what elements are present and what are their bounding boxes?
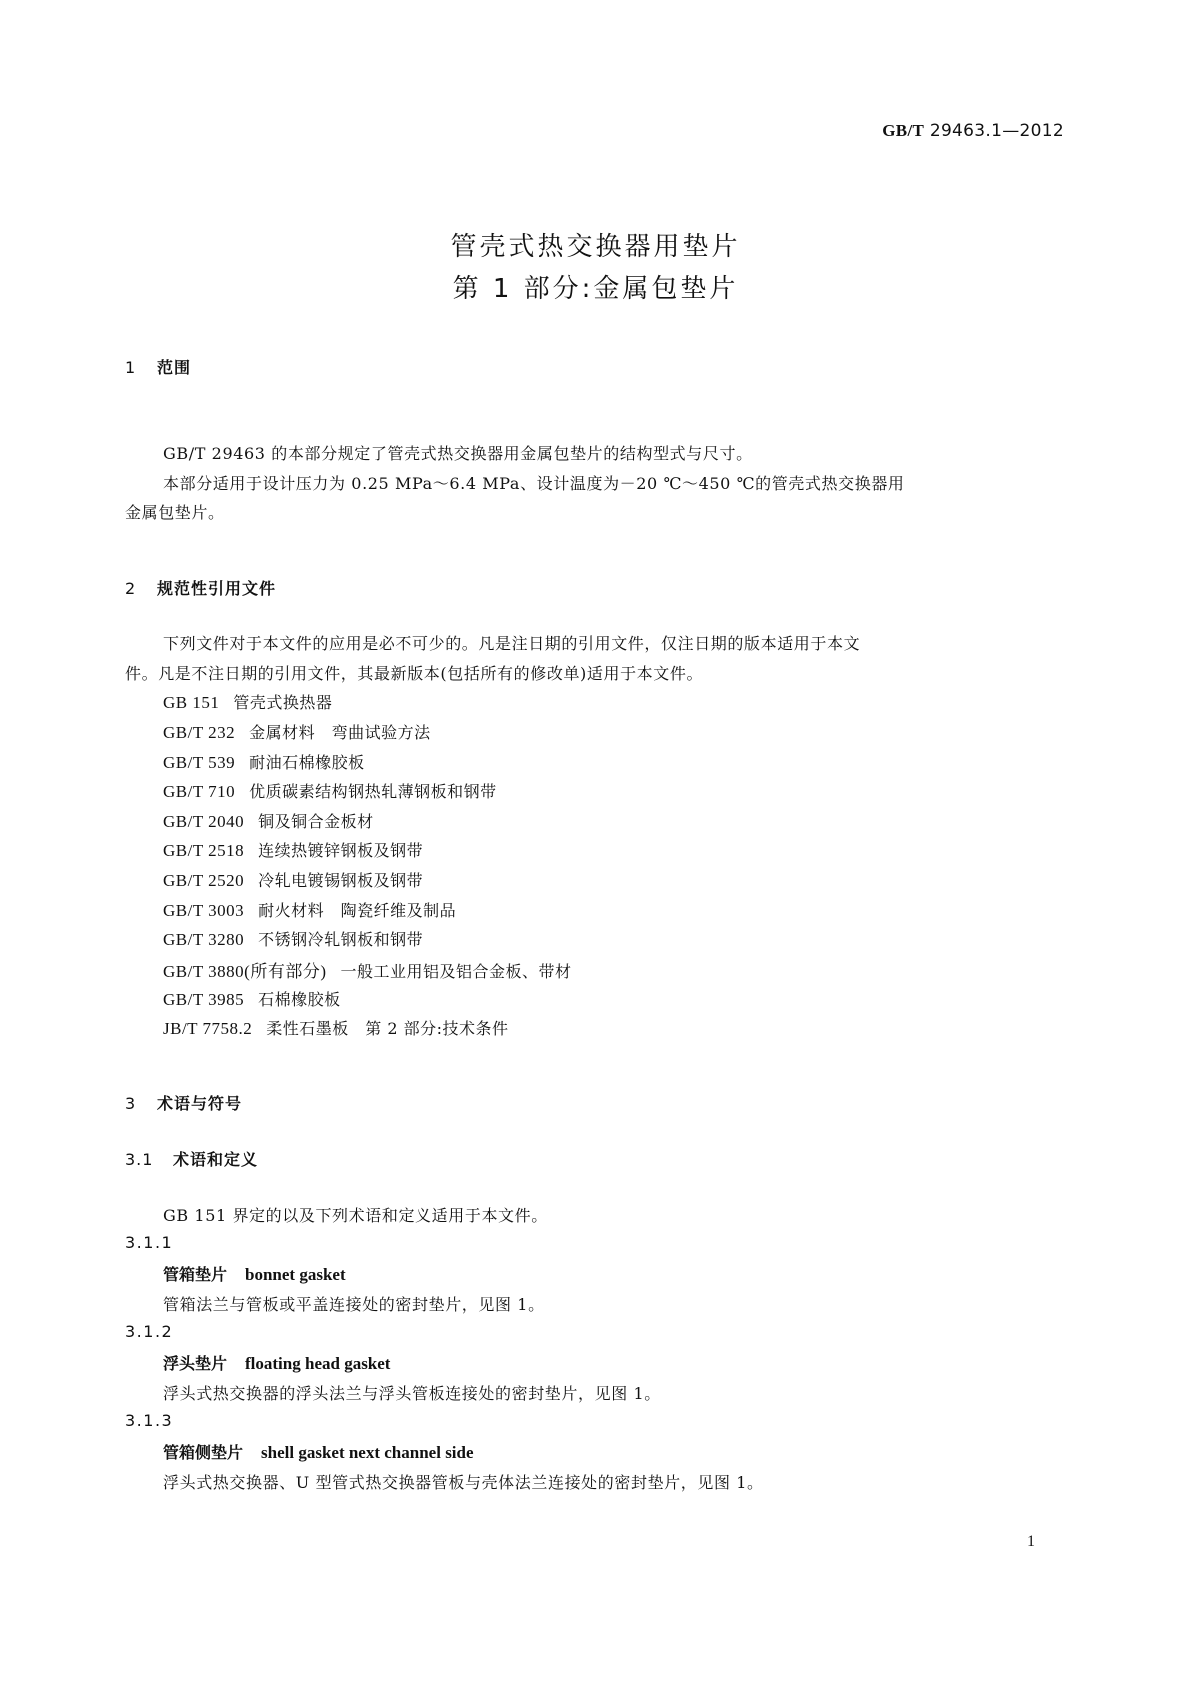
reference-item: GB/T 539 耐油石棉橡胶板 bbox=[163, 753, 365, 772]
scope-paragraph-1: GB/T 29463 的本部分规定了管壳式热交换器用金属包垫片的结构型式与尺寸。 bbox=[163, 444, 753, 463]
standard-number bbox=[882, 121, 1064, 141]
term-number: 3.1.1 bbox=[125, 1233, 174, 1252]
reference-item: GB/T 3280 不锈钢冷轧钢板和钢带 bbox=[163, 930, 424, 949]
scope-paragraph-2-cont: 金属包垫片。 bbox=[125, 503, 225, 522]
section-1-heading: 1 范围 bbox=[125, 358, 192, 377]
term-definition: 浮头式热交换器、U 型管式热交换器管板与壳体法兰连接处的密封垫片，见图 1。 bbox=[163, 1473, 764, 1492]
section-3-heading: 3 术语与符号 bbox=[125, 1094, 243, 1113]
term-name: 管箱垫片 bonnet gasket bbox=[163, 1265, 346, 1284]
reference-item: GB/T 2040 铜及铜合金板材 bbox=[163, 812, 374, 831]
standard-code: 29463.1—2012 bbox=[929, 121, 1064, 141]
terms-intro: GB 151 界定的以及下列术语和定义适用于本文件。 bbox=[163, 1206, 548, 1225]
reference-item: GB/T 2518 连续热镀锌钢板及钢带 bbox=[163, 841, 424, 860]
document-title: 管壳式热交换器用垫片 bbox=[450, 232, 741, 262]
reference-item: JB/T 7758.2 柔性石墨板 第 2 部分:技术条件 bbox=[163, 1019, 509, 1038]
document-subtitle: 第 1 部分:金属包垫片 bbox=[452, 274, 739, 304]
standard-prefix: GB/T bbox=[882, 121, 925, 140]
reference-item: GB/T 3880(所有部分) 一般工业用铝及铝合金板、带材 bbox=[163, 962, 572, 981]
reference-item: GB/T 3985 石棉橡胶板 bbox=[163, 990, 341, 1009]
page-number: 1 bbox=[1027, 1533, 1035, 1550]
normative-intro-line-2: 件。凡是不注日期的引用文件，其最新版本(包括所有的修改单)适用于本文件。 bbox=[125, 664, 704, 683]
reference-item: GB 151 管壳式换热器 bbox=[163, 693, 333, 712]
term-definition: 管箱法兰与管板或平盖连接处的密封垫片，见图 1。 bbox=[163, 1295, 545, 1314]
section-2-heading: 2 规范性引用文件 bbox=[125, 579, 277, 598]
term-name: 浮头垫片 floating head gasket bbox=[163, 1354, 391, 1373]
reference-item: GB/T 232 金属材料 弯曲试验方法 bbox=[163, 723, 431, 742]
reference-item: GB/T 3003 耐火材料 陶瓷纤维及制品 bbox=[163, 901, 457, 920]
term-name: 管箱侧垫片 shell gasket next channel side bbox=[163, 1443, 474, 1462]
normative-intro-line-1: 下列文件对于本文件的应用是必不可少的。凡是注日期的引用文件，仅注日期的版本适用于本文 bbox=[163, 634, 861, 653]
term-number: 3.1.2 bbox=[125, 1322, 174, 1341]
scope-paragraph-2: 本部分适用于设计压力为 0.25 MPa～6.4 MPa、设计温度为－20 ℃～450 ℃的管壳式热交换器用 bbox=[163, 474, 905, 493]
section-3-1-heading: 3.1 术语和定义 bbox=[125, 1150, 259, 1169]
term-definition: 浮头式热交换器的浮头法兰与浮头管板连接处的密封垫片，见图 1。 bbox=[163, 1384, 661, 1403]
term-number: 3.1.3 bbox=[125, 1411, 174, 1430]
reference-item: GB/T 710 优质碳素结构钢热轧薄钢板和钢带 bbox=[163, 782, 497, 801]
reference-item: GB/T 2520 冷轧电镀锡钢板及钢带 bbox=[163, 871, 424, 890]
